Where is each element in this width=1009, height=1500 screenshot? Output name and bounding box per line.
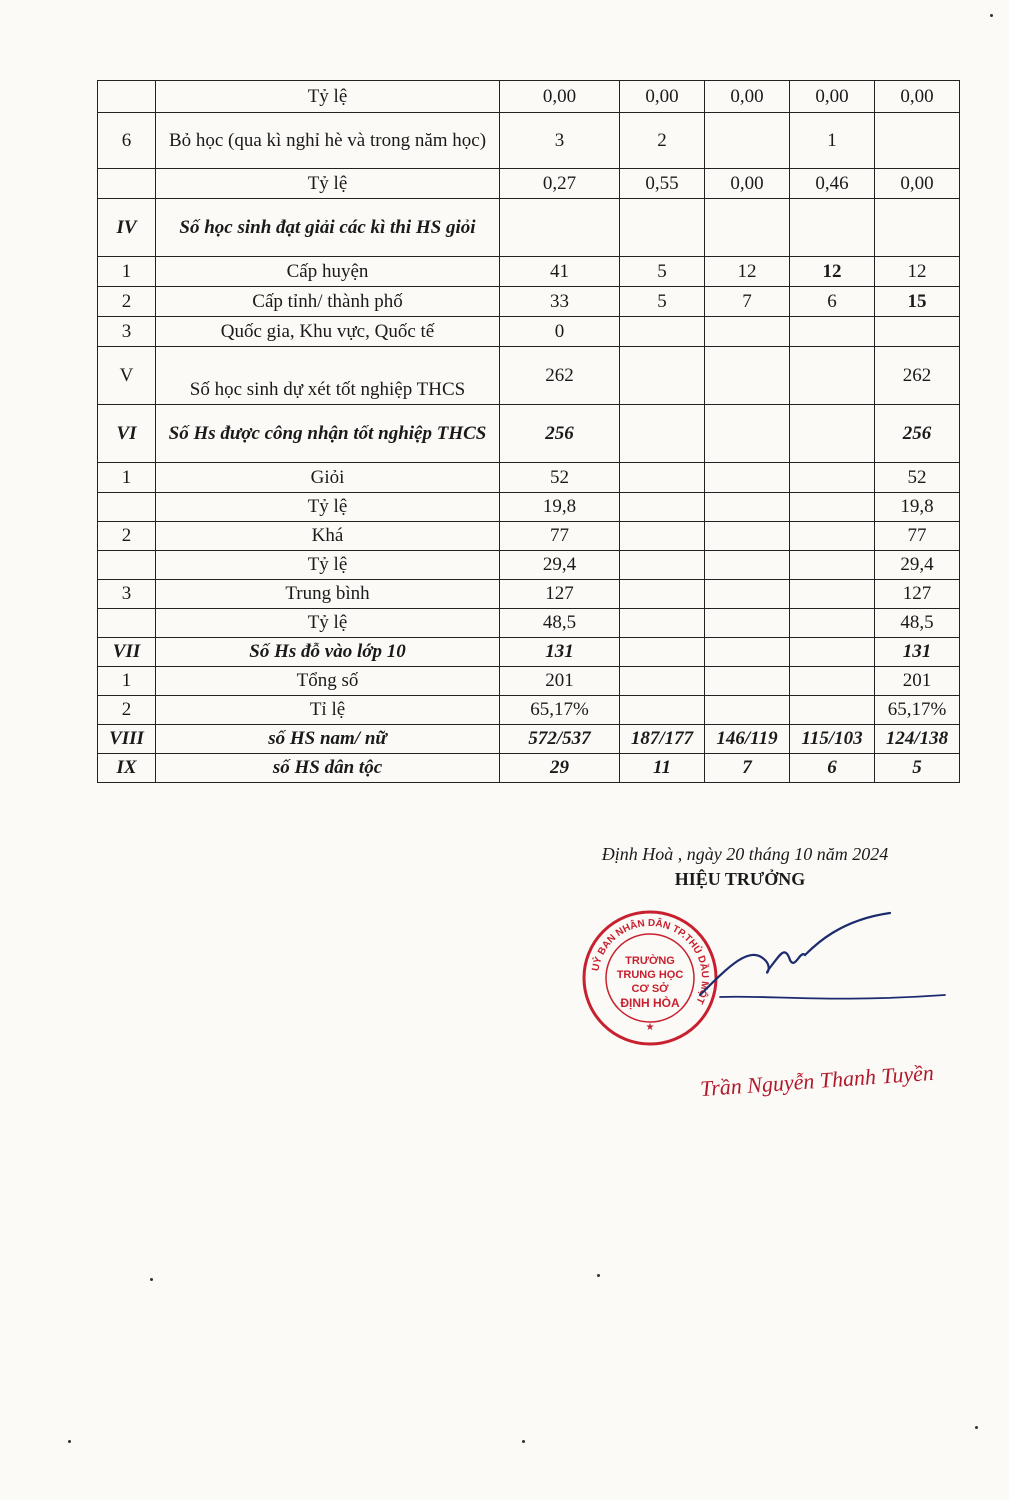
value-col4 xyxy=(790,696,875,725)
value-col2 xyxy=(620,347,705,405)
table-row xyxy=(98,317,960,347)
value-col2 xyxy=(620,551,705,580)
row-label: Bỏ học (qua kì nghỉ hè và trong năm học) xyxy=(156,113,500,169)
value-col2: 2 xyxy=(620,113,705,169)
row-label: Tỷ lệ xyxy=(156,609,500,638)
row-label: Quốc gia, Khu vực, Quốc tế xyxy=(156,317,500,347)
value-col2 xyxy=(620,405,705,463)
table-row xyxy=(98,551,960,580)
value-total: 41 xyxy=(500,257,620,287)
value-col3: 7 xyxy=(705,287,790,317)
section-row xyxy=(98,638,960,667)
table-row xyxy=(98,287,960,317)
value-col4 xyxy=(790,580,875,609)
value-col2 xyxy=(620,463,705,493)
value-col5: 12 xyxy=(875,257,960,287)
table-row xyxy=(98,667,960,696)
section-label: số HS nam/ nữ xyxy=(156,725,500,754)
value-col5: 29,4 xyxy=(875,551,960,580)
signer-name: Trần Nguyễn Thanh Tuyền xyxy=(699,1059,935,1102)
row-label: Số học sinh dự xét tốt nghiệp THCS xyxy=(156,347,500,405)
value-total: 19,8 xyxy=(500,493,620,522)
scan-speck xyxy=(990,14,993,17)
row-label: Khá xyxy=(156,522,500,551)
value-col2 xyxy=(620,317,705,347)
signature-block xyxy=(520,842,940,892)
table-row xyxy=(98,580,960,609)
value-col5: 127 xyxy=(875,580,960,609)
row-number: 2 xyxy=(98,287,156,317)
section-number: IX xyxy=(98,754,156,783)
date-line: Định Hoà , ngày 20 tháng 10 năm 2024 xyxy=(601,844,889,864)
value-total: 29 xyxy=(500,754,620,783)
row-number: 2 xyxy=(98,696,156,725)
value-col5: 77 xyxy=(875,522,960,551)
stamp-ring-text: UỶ BAN NHÂN DÂN TP.THỦ DẦU MỘT xyxy=(590,917,711,1006)
value-col2 xyxy=(620,493,705,522)
row-number: V xyxy=(98,347,156,405)
value-col5: 5 xyxy=(875,754,960,783)
value-col3 xyxy=(705,696,790,725)
value-total: 0,27 xyxy=(500,169,620,199)
row-number xyxy=(98,169,156,199)
section-row xyxy=(98,199,960,257)
row-label: Tỷ lệ xyxy=(156,551,500,580)
table-row xyxy=(98,81,960,113)
row-label: Tỷ lệ xyxy=(156,169,500,199)
value-total: 201 xyxy=(500,667,620,696)
row-number: 3 xyxy=(98,580,156,609)
value-col4 xyxy=(790,638,875,667)
table-row xyxy=(98,609,960,638)
row-label: Tỷ lệ xyxy=(156,81,500,113)
value-col2 xyxy=(620,667,705,696)
stamp-line3: CƠ SỞ xyxy=(631,983,669,995)
scan-speck xyxy=(597,1274,600,1277)
value-col4 xyxy=(790,347,875,405)
value-col3 xyxy=(705,522,790,551)
signer-title: HIỆU TRƯỞNG xyxy=(674,869,806,889)
value-col5: 256 xyxy=(875,405,960,463)
value-col2: 5 xyxy=(620,257,705,287)
value-total: 0 xyxy=(500,317,620,347)
row-number: 6 xyxy=(98,113,156,169)
value-col4 xyxy=(790,667,875,696)
value-total: 65,17% xyxy=(500,696,620,725)
value-total: 256 xyxy=(500,405,620,463)
table-row xyxy=(98,113,960,169)
table-row xyxy=(98,522,960,551)
value-total: 48,5 xyxy=(500,609,620,638)
report-table-container xyxy=(97,80,960,783)
value-col5: 15 xyxy=(875,287,960,317)
section-row xyxy=(98,405,960,463)
value-col4 xyxy=(790,405,875,463)
section-label: Số Hs đỗ vào lớp 10 xyxy=(156,638,500,667)
value-col4 xyxy=(790,463,875,493)
value-col3 xyxy=(705,638,790,667)
section-number: VIII xyxy=(98,725,156,754)
value-col5 xyxy=(875,317,960,347)
value-col3 xyxy=(705,347,790,405)
section-label: số HS dân tộc xyxy=(156,754,500,783)
row-label: Tổng số xyxy=(156,667,500,696)
statistics-table xyxy=(97,80,960,783)
value-col2 xyxy=(620,199,705,257)
scan-speck xyxy=(975,1426,978,1429)
value-col3: 0,00 xyxy=(705,169,790,199)
value-col5: 0,00 xyxy=(875,169,960,199)
value-total: 29,4 xyxy=(500,551,620,580)
row-number: 1 xyxy=(98,667,156,696)
value-col2 xyxy=(620,696,705,725)
value-total: 572/537 xyxy=(500,725,620,754)
value-col2: 0,00 xyxy=(620,81,705,113)
value-col3 xyxy=(705,317,790,347)
table-row xyxy=(98,257,960,287)
value-col3 xyxy=(705,463,790,493)
value-col3 xyxy=(705,493,790,522)
scan-speck xyxy=(150,1278,153,1281)
row-label: Tỷ lệ xyxy=(156,493,500,522)
value-total: 77 xyxy=(500,522,620,551)
row-number xyxy=(98,81,156,113)
row-number: 2 xyxy=(98,522,156,551)
value-col5: 65,17% xyxy=(875,696,960,725)
value-col5: 0,00 xyxy=(875,81,960,113)
value-col2: 187/177 xyxy=(620,725,705,754)
section-row xyxy=(98,725,960,754)
table-row xyxy=(98,463,960,493)
value-col3: 0,00 xyxy=(705,81,790,113)
value-col5: 124/138 xyxy=(875,725,960,754)
section-number: VI xyxy=(98,405,156,463)
section-number: IV xyxy=(98,199,156,257)
section-number: VII xyxy=(98,638,156,667)
value-col5: 262 xyxy=(875,347,960,405)
value-total: 52 xyxy=(500,463,620,493)
value-col4: 6 xyxy=(790,287,875,317)
value-total xyxy=(500,199,620,257)
value-col4: 6 xyxy=(790,754,875,783)
value-col3 xyxy=(705,113,790,169)
value-col4: 1 xyxy=(790,113,875,169)
value-total: 3 xyxy=(500,113,620,169)
value-col3 xyxy=(705,580,790,609)
value-col4: 0,46 xyxy=(790,169,875,199)
value-col3 xyxy=(705,199,790,257)
value-col5: 19,8 xyxy=(875,493,960,522)
value-col4 xyxy=(790,317,875,347)
row-number: 3 xyxy=(98,317,156,347)
value-total: 262 xyxy=(500,347,620,405)
row-number xyxy=(98,551,156,580)
stamp-line2: TRUNG HỌC xyxy=(616,969,684,981)
value-col5: 131 xyxy=(875,638,960,667)
value-total: 33 xyxy=(500,287,620,317)
value-col4 xyxy=(790,522,875,551)
value-col4: 115/103 xyxy=(790,725,875,754)
value-total: 0,00 xyxy=(500,81,620,113)
row-label: Cấp huyện xyxy=(156,257,500,287)
row-number: 1 xyxy=(98,463,156,493)
value-col5 xyxy=(875,199,960,257)
value-col3: 7 xyxy=(705,754,790,783)
value-col5: 52 xyxy=(875,463,960,493)
value-col3: 146/119 xyxy=(705,725,790,754)
value-col4 xyxy=(790,493,875,522)
value-total: 127 xyxy=(500,580,620,609)
value-col4 xyxy=(790,199,875,257)
handwritten-signature xyxy=(690,905,950,1015)
value-col3 xyxy=(705,405,790,463)
table-row xyxy=(98,347,960,405)
value-col4 xyxy=(790,609,875,638)
scan-speck xyxy=(68,1440,71,1443)
row-number xyxy=(98,609,156,638)
value-col2 xyxy=(620,522,705,551)
scan-speck xyxy=(522,1440,525,1443)
value-total: 131 xyxy=(500,638,620,667)
row-number xyxy=(98,493,156,522)
value-col2 xyxy=(620,609,705,638)
value-col5: 48,5 xyxy=(875,609,960,638)
value-col4: 12 xyxy=(790,257,875,287)
value-col2: 11 xyxy=(620,754,705,783)
row-label: Trung bình xyxy=(156,580,500,609)
value-col3 xyxy=(705,609,790,638)
star-icon: ★ xyxy=(645,1022,655,1033)
stamp-line4: ĐỊNH HÒA xyxy=(620,996,680,1010)
value-col2: 5 xyxy=(620,287,705,317)
value-col5 xyxy=(875,113,960,169)
row-label: Tỉ lệ xyxy=(156,696,500,725)
section-label: Số học sinh đạt giải các kì thi HS giỏi xyxy=(156,199,500,257)
row-label: Giỏi xyxy=(156,463,500,493)
stamp-line1: TRƯỜNG xyxy=(625,955,675,967)
value-col2 xyxy=(620,638,705,667)
table-row xyxy=(98,696,960,725)
table-row xyxy=(98,493,960,522)
value-col4: 0,00 xyxy=(790,81,875,113)
value-col3: 12 xyxy=(705,257,790,287)
value-col2 xyxy=(620,580,705,609)
section-row xyxy=(98,754,960,783)
value-col4 xyxy=(790,551,875,580)
section-label: Số Hs được công nhận tốt nghiệp THCS xyxy=(156,405,500,463)
table-row xyxy=(98,169,960,199)
value-col5: 201 xyxy=(875,667,960,696)
row-number: 1 xyxy=(98,257,156,287)
value-col3 xyxy=(705,667,790,696)
row-label: Cấp tỉnh/ thành phố xyxy=(156,287,500,317)
value-col3 xyxy=(705,551,790,580)
value-col2: 0,55 xyxy=(620,169,705,199)
